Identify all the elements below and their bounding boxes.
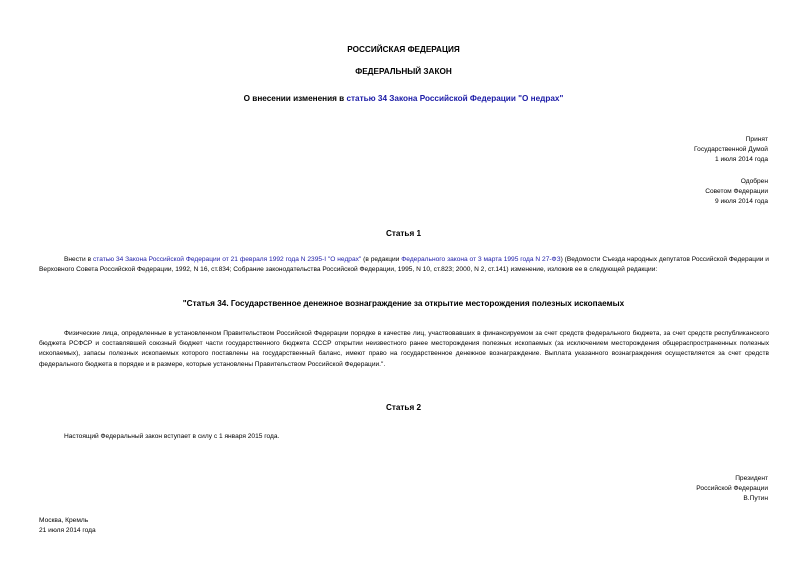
place: Москва, Кремль <box>39 517 89 524</box>
adopted-date: 1 июля 2014 года <box>714 156 768 164</box>
article-2-paragraph <box>39 432 769 442</box>
place-date-block <box>39 516 96 536</box>
article-1-text-start: Внести в <box>64 256 93 263</box>
law-type-heading: ФЕДЕРАЛЬНЫЙ ЗАКОН <box>355 67 452 76</box>
signature-body: Российской Федерации <box>696 485 768 493</box>
article-34-text: Физические лица, определенные в установленном Правительством Российской Федерации порядке в качестве лиц, участвовавших в финансируемом за счет средств федерального бюджета, за счет средств республиканского бюджета РСФСР и составлявшей союзный бюджет части государственного бюджета СССР открытии неизвестного ранее месторождения полезных ископаемых (за исключением месторождения общераспространенных полезных ископаемых), запасы полезных ископаемых которого поставлены на государственный баланс, имеют право на государственное денежное вознаграждение. Выплата указанного вознаграждения осуществляется за счет средств федерального бюджета в порядке и в размере, которые установлены Правительством Российской Федерации.". <box>39 330 769 368</box>
article-34-paragraph <box>39 329 769 370</box>
adopted-block <box>694 135 768 166</box>
signing-date: 21 июля 2014 года <box>39 527 96 535</box>
signature-name: В.Путин <box>743 495 768 503</box>
law-link-1995[interactable]: Федерального закона от 3 марта 1995 года N 27-ФЗ <box>401 256 561 263</box>
adopted-body: Государственной Думой <box>694 146 768 154</box>
document-title <box>0 94 807 103</box>
article-2-heading: Статья 2 <box>385 403 422 412</box>
adopted-label: Принят <box>745 136 768 143</box>
approved-body: Советом Федерации <box>705 188 768 196</box>
country-heading: РОССИЙСКАЯ ФЕДЕРАЦИЯ <box>347 45 460 54</box>
title-link[interactable]: статью 34 Закона Российской Федерации "О недрах" <box>346 94 564 103</box>
article-34-subheading: "Статья 34. Государственное денежное вознаграждение за открытие месторождения полезных ископаемых <box>182 299 625 308</box>
approved-block <box>705 177 768 208</box>
title-prefix: О внесении изменения в <box>243 94 347 103</box>
article-1-text-end: ) (Ведомости Съезда народных депутатов Российской Федерации и Верховного Совета Российской Федерации, 1992, N 16, ст.834; Собрание законодательства Российской Федерации, 1995, N 10, ст.823; 2000, N 2, ст.141) изменение, изложив ее в следующей редакции: <box>39 256 769 274</box>
article-1-text-mid: (в редакции <box>361 256 402 263</box>
law-link-1992[interactable]: статью 34 Закона Российской Федерации от 21 февраля 1992 года N 2395-I "О недрах" <box>92 256 362 263</box>
signature-title: Президент <box>735 475 768 482</box>
article-1-paragraph <box>39 255 769 275</box>
signature-block <box>696 474 768 505</box>
approved-date: 9 июля 2014 года <box>714 198 768 206</box>
article-2-text: Настоящий Федеральный закон вступает в силу с 1 января 2015 года. <box>64 433 280 440</box>
article-1-heading: Статья 1 <box>385 229 422 238</box>
approved-label: Одобрен <box>740 178 768 185</box>
